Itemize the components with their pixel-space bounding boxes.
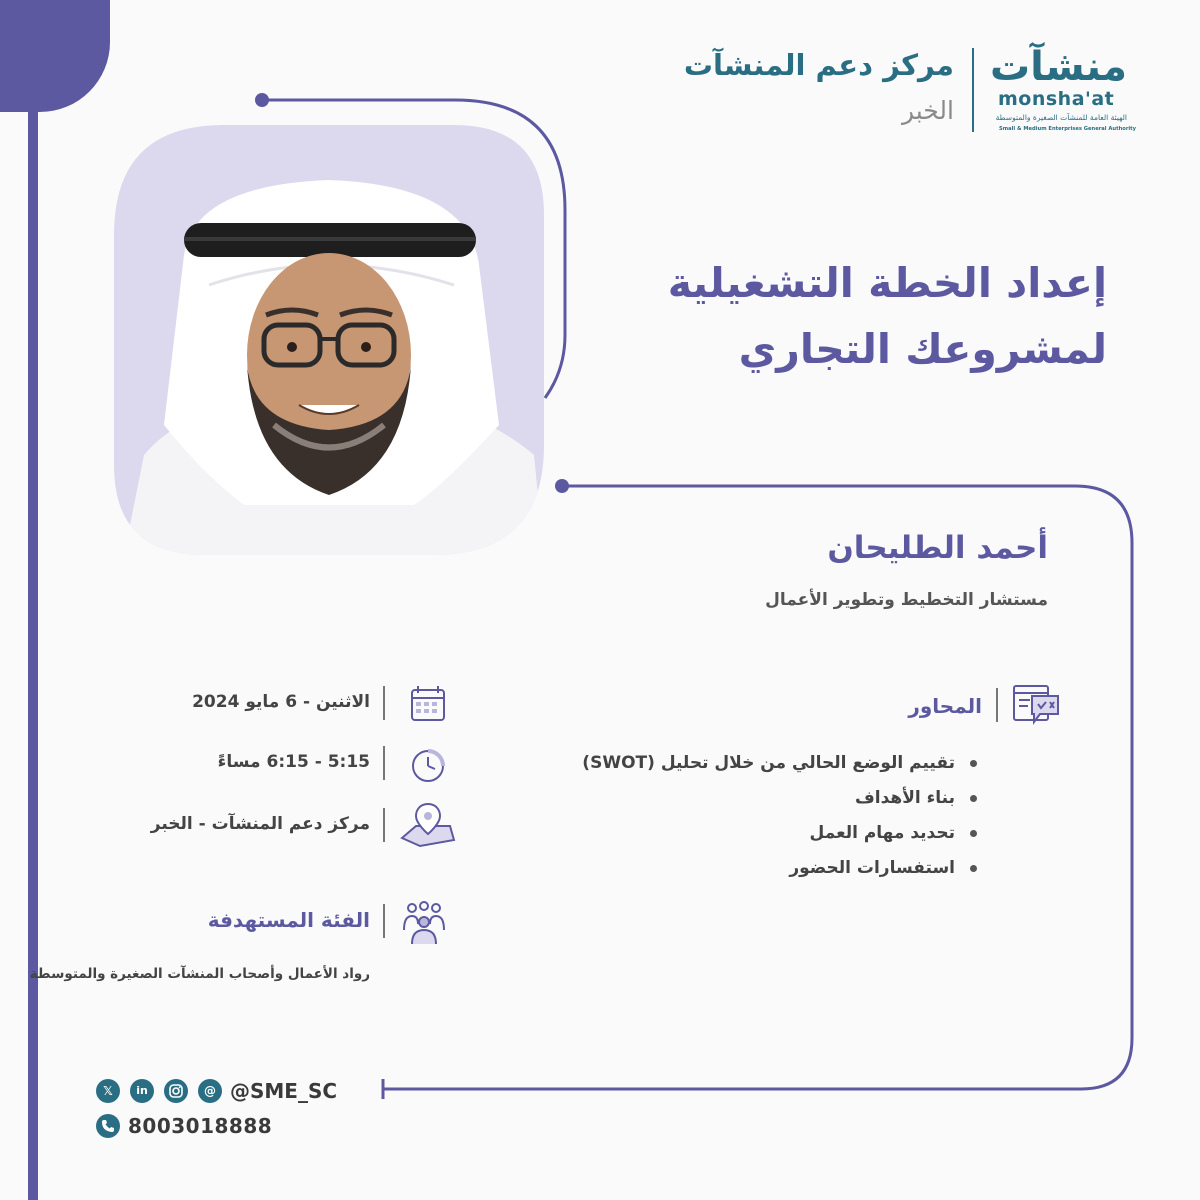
header-divider xyxy=(972,48,974,132)
axes-item xyxy=(582,746,977,781)
axes-item-text: تحديد مهام العمل xyxy=(809,823,955,843)
linkedin-icon[interactable]: in xyxy=(130,1079,154,1103)
axes-item-text: بناء الأهداف xyxy=(855,788,955,808)
axes-item xyxy=(582,781,977,816)
social-handle[interactable]: @SME_SC xyxy=(230,1079,338,1103)
event-title xyxy=(547,250,1107,382)
bullet-dot xyxy=(970,830,977,837)
x-icon[interactable]: 𝕏 xyxy=(96,1079,120,1103)
bullet-dot xyxy=(970,795,977,802)
bullet-dot xyxy=(970,760,977,767)
frame-line-dot-top xyxy=(255,93,269,107)
map-pin-icon xyxy=(398,800,458,850)
frame-line-dot-mid xyxy=(555,479,569,493)
audience-heading: الفئة المستهدفة xyxy=(207,908,370,932)
instagram-icon[interactable] xyxy=(164,1079,188,1103)
logo-english-wordmark: monsha'at xyxy=(998,88,1115,110)
axes-item-text: تقييم الوضع الحالي من خلال تحليل (SWOT) xyxy=(582,753,955,773)
audience-description: رواد الأعمال وأصحاب المنشآت الصغيرة والمتوسطة xyxy=(29,966,370,982)
date-divider xyxy=(383,686,385,720)
axes-divider xyxy=(996,688,998,722)
logo-arabic-tagline: الهيئة العامة للمنشآت الصغيرة والمتوسطة xyxy=(995,113,1127,122)
audience-divider xyxy=(383,904,385,938)
threads-icon[interactable]: @ xyxy=(198,1079,222,1103)
bullet-dot xyxy=(970,865,977,872)
axes-item xyxy=(582,816,977,851)
axes-item-text: استفسارات الحضور xyxy=(789,858,955,878)
phone-icon xyxy=(96,1114,120,1138)
speaker-role: مستشار التخطيط وتطوير الأعمال xyxy=(765,590,1048,610)
presentation-screen-icon xyxy=(1008,682,1068,732)
logo-arabic-wordmark: منشآت xyxy=(989,44,1127,90)
axes-item xyxy=(582,851,977,886)
clock-icon xyxy=(398,740,458,790)
event-time: 5:15 - 6:15 مساءً xyxy=(217,752,370,772)
time-divider xyxy=(383,746,385,780)
header-subtitle: الخبر xyxy=(901,96,954,125)
logo-english-tagline: Small & Medium Enterprises General Authority xyxy=(999,126,1137,132)
header-title: مركز دعم المنشآت xyxy=(683,48,954,82)
speaker-photo xyxy=(114,125,544,555)
speaker-name: أحمد الطليحان xyxy=(827,530,1048,566)
calendar-icon xyxy=(398,680,458,730)
location-divider xyxy=(383,808,385,842)
event-date: الاثنين - 6 مايو 2024 xyxy=(192,692,370,712)
phone-number[interactable]: 8003018888 xyxy=(128,1114,273,1138)
axes-heading: المحاور xyxy=(908,694,982,718)
event-title-line-2: لمشروعك التجاري xyxy=(738,325,1107,373)
event-location: مركز دعم المنشآت - الخبر xyxy=(150,814,370,834)
people-group-icon xyxy=(394,898,454,948)
event-title-line-1: إعداد الخطة التشغيلية xyxy=(667,259,1107,307)
axes-list xyxy=(582,746,977,886)
